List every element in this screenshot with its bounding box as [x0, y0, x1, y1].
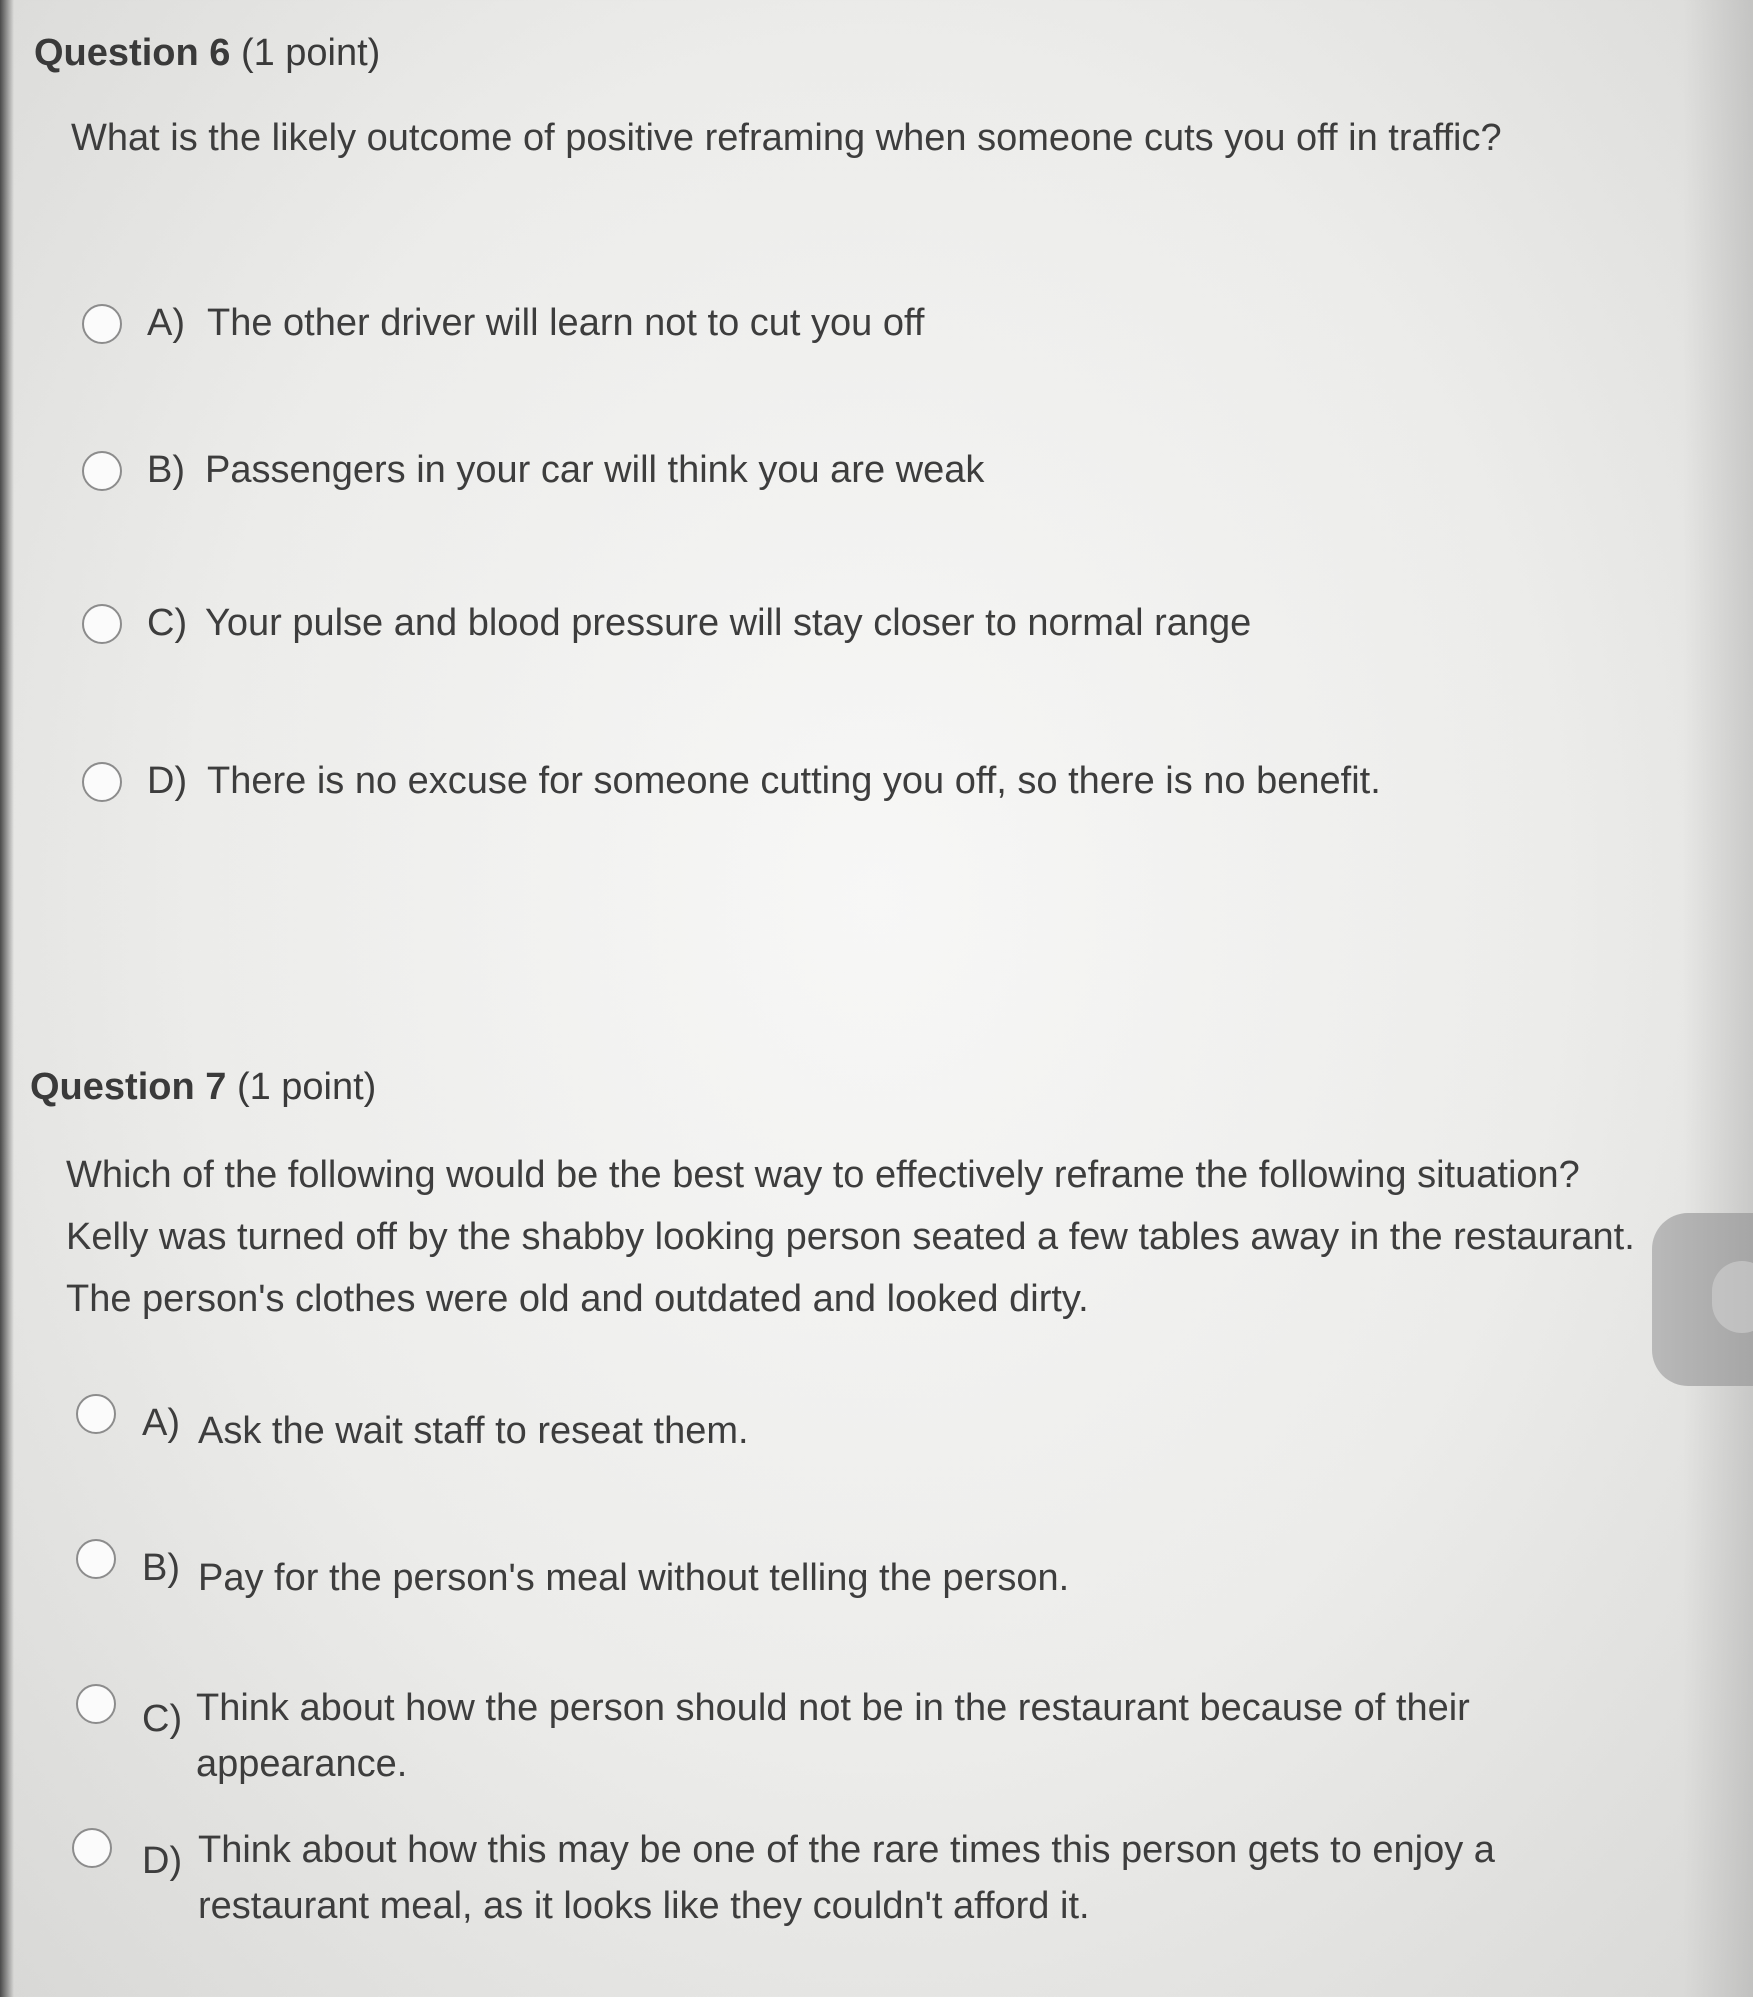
- option-text: The other driver will learn not to cut you off: [207, 302, 925, 344]
- side-scroll-tab[interactable]: [1652, 1213, 1753, 1386]
- option-letter: D): [142, 1840, 183, 1882]
- scroll-tab-knob: [1712, 1261, 1753, 1333]
- option-letter: A): [147, 302, 185, 344]
- radio-button[interactable]: [82, 762, 122, 802]
- option-c[interactable]: [0, 1680, 1700, 1800]
- radio-button[interactable]: [82, 451, 122, 491]
- option-a[interactable]: [0, 1390, 1700, 1450]
- option-d[interactable]: [0, 1822, 1700, 1942]
- radio-button[interactable]: [72, 1828, 112, 1868]
- option-text: Pay for the person's meal without telling the person.: [198, 1557, 1070, 1599]
- option-letter: C): [142, 1698, 183, 1740]
- option-text: Your pulse and blood pressure will stay closer to normal range: [205, 602, 1252, 644]
- option-b[interactable]: [0, 1535, 1700, 1599]
- radio-button[interactable]: [82, 604, 122, 644]
- question-text: Which of the following would be the best way to effectively reframe the following situation? Kelly was turned off by the shabby looking person seated a few tables away in the restaurant. The person's clothes were old and outdated and looked dirty.: [66, 1154, 1635, 1320]
- option-text: There is no excuse for someone cutting you off, so there is no benefit.: [207, 760, 1381, 802]
- option-text: Think about how the person should not be in the restaurant because of their appearance.: [196, 1687, 1470, 1785]
- option-letter: B): [142, 1547, 180, 1589]
- question-points: (1 point): [240, 32, 381, 74]
- question-number: Question 7: [30, 1066, 227, 1108]
- question-points: (1 point): [236, 1066, 377, 1108]
- question-text: What is the likely outcome of positive reframing when someone cuts you off in traffic?: [71, 117, 1502, 159]
- radio-button[interactable]: [76, 1394, 116, 1434]
- question-header: [30, 1064, 376, 1110]
- option-d[interactable]: [0, 758, 1700, 818]
- option-letter: A): [142, 1402, 180, 1444]
- option-text: Passengers in your car will think you are weak: [205, 449, 985, 491]
- option-letter: B): [147, 449, 185, 491]
- radio-button[interactable]: [76, 1539, 116, 1579]
- radio-button[interactable]: [82, 304, 122, 344]
- option-a[interactable]: [0, 300, 1700, 360]
- option-text: Think about how this may be one of the rare times this person gets to enjoy a restaurant meal, as it looks like they couldn't afford it.: [198, 1829, 1495, 1927]
- option-text: Ask the wait staff to reseat them.: [198, 1410, 749, 1452]
- option-letter: C): [147, 602, 188, 644]
- question-header: [34, 30, 380, 76]
- option-b[interactable]: [0, 447, 1700, 507]
- option-letter: D): [147, 760, 188, 802]
- radio-button[interactable]: [76, 1684, 116, 1724]
- option-c[interactable]: [0, 600, 1700, 660]
- question-number: Question 6: [34, 32, 231, 74]
